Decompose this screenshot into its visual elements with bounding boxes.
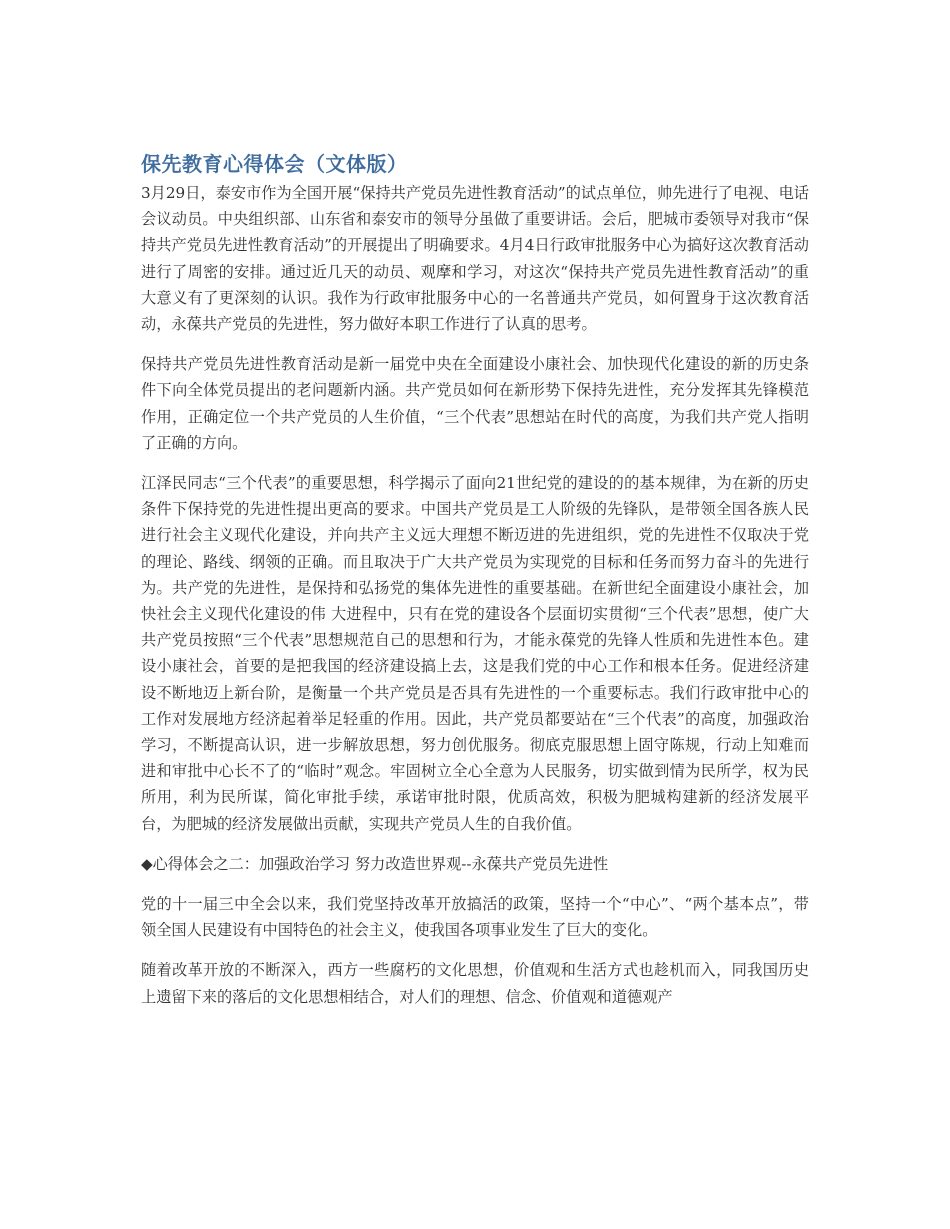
paragraph-three-represents: 江泽民同志“三个代表”的重要思想，科学揭示了面向21世纪党的建设的的基本规律，为在新的历史条件下保持党的先进性提出更高的要求。中国共产党员是工人阶级的先锋队，是带领全国各族人民进行社会主义现代化建设，并向共产主义远大理想不断迈进的先进组织，党的先进性不仅取决于党的理论、路线、纲领的正确。而且取决于广大共产党员为实现党的目标和任务而努力奋斗的先进行为。共产党的先进性，是保持和弘扬党的集体先进性的重要基础。在新世纪全面建设小康社会，加快社会主义现代化建设的伟 大进程中，只有在党的建设各个层面切实贯彻“三个代表”思想，使广大共产党员按照“三个代表”思想规范自己的思想和行为，才能永葆党的先锋人性质和先进性本色。建设小康社会，首要的是把我国的经济建设搞上去，这是我们党的中心工作和根本任务。促进经济建设不断地迈上新台阶，是衡量一个共产党员是否具有先进性的一个重要标志。我们行政审批中心的工作对发展地方经济起着举足轻重的作用。因此，共产党员都要站在“三个代表”的高度，加强政治学习，不断提高认识，进一步解放思想，努力创优服务。彻底克服思想上固守陈规，行动上知难而进和审批中心长不了的“临时”观念。牢固树立全心全意为人民服务，切实做到情为民所学，权为民所用，利为民所谋，简化审批手续，承诺审批时限，优质高效，积极为肥城构建新的经济发展平台，为肥城的经济发展做出贡献，实现共产党员人生的自我价值。 <box>141 474 809 833</box>
document-page <box>141 148 809 1024</box>
paragraph-intro: 3月29日，泰安市作为全国开展“保持共产党员先进性教育活动”的试点单位，帅先进行了电视、电话会议动员。中央组织部、山东省和泰安市的领导分虽做了重要讲话。会后，肥城市委领导对我市“保持共产党员先进性教育活动”的开展提出了明确要求。4月4日行政审批服务中心为搞好这次教育活动进行了周密的安排。通过近几天的动员、观摩和学习，对这次“保持共产党员先进性教育活动”的重大意义有了更深刻的认识。我作为行政审批服务中心的一名普通共产党员，如何置身于这次教育活动，永葆共产党员的先进性，努力做好本职工作进行了认真的思考。 <box>141 184 809 334</box>
document-title: 保先教育心得体会（文体版） <box>141 152 408 176</box>
paragraph-significance: 保持共产党员先进性教育活动是新一届党中央在全面建设小康社会、加快现代化建设的新的历史条件下向全体党员提出的老问题新内涵。共产党员如何在新形势下保持先进性，充分发挥其先锋模范作用，正确定位一个共产党员的人生价值，“三个代表”思想站在时代的高度，为我们共产党人指明了正确的方向。 <box>141 355 809 452</box>
paragraph-western-influence: 随着改革开放的不断深入，西方一些腐朽的文化思想，价值观和生活方式也趁机而入，同我国历史上遗留下来的落后的文化思想相结合，对人们的理想、信念、价值观和道德观产 <box>141 961 809 1006</box>
section-heading-experience-two: ◆心得体会之二：加强政治学习 努力改造世界观--永葆共产党员先进性 <box>141 854 609 873</box>
paragraph-reform-opening: 党的十一届三中全会以来，我们党坚持改革开放搞活的政策，坚持一个“中心”、“两个基本点”，带领全国人民建设有中国特色的社会主义，使我国各项事业发生了巨大的变化。 <box>141 895 809 940</box>
